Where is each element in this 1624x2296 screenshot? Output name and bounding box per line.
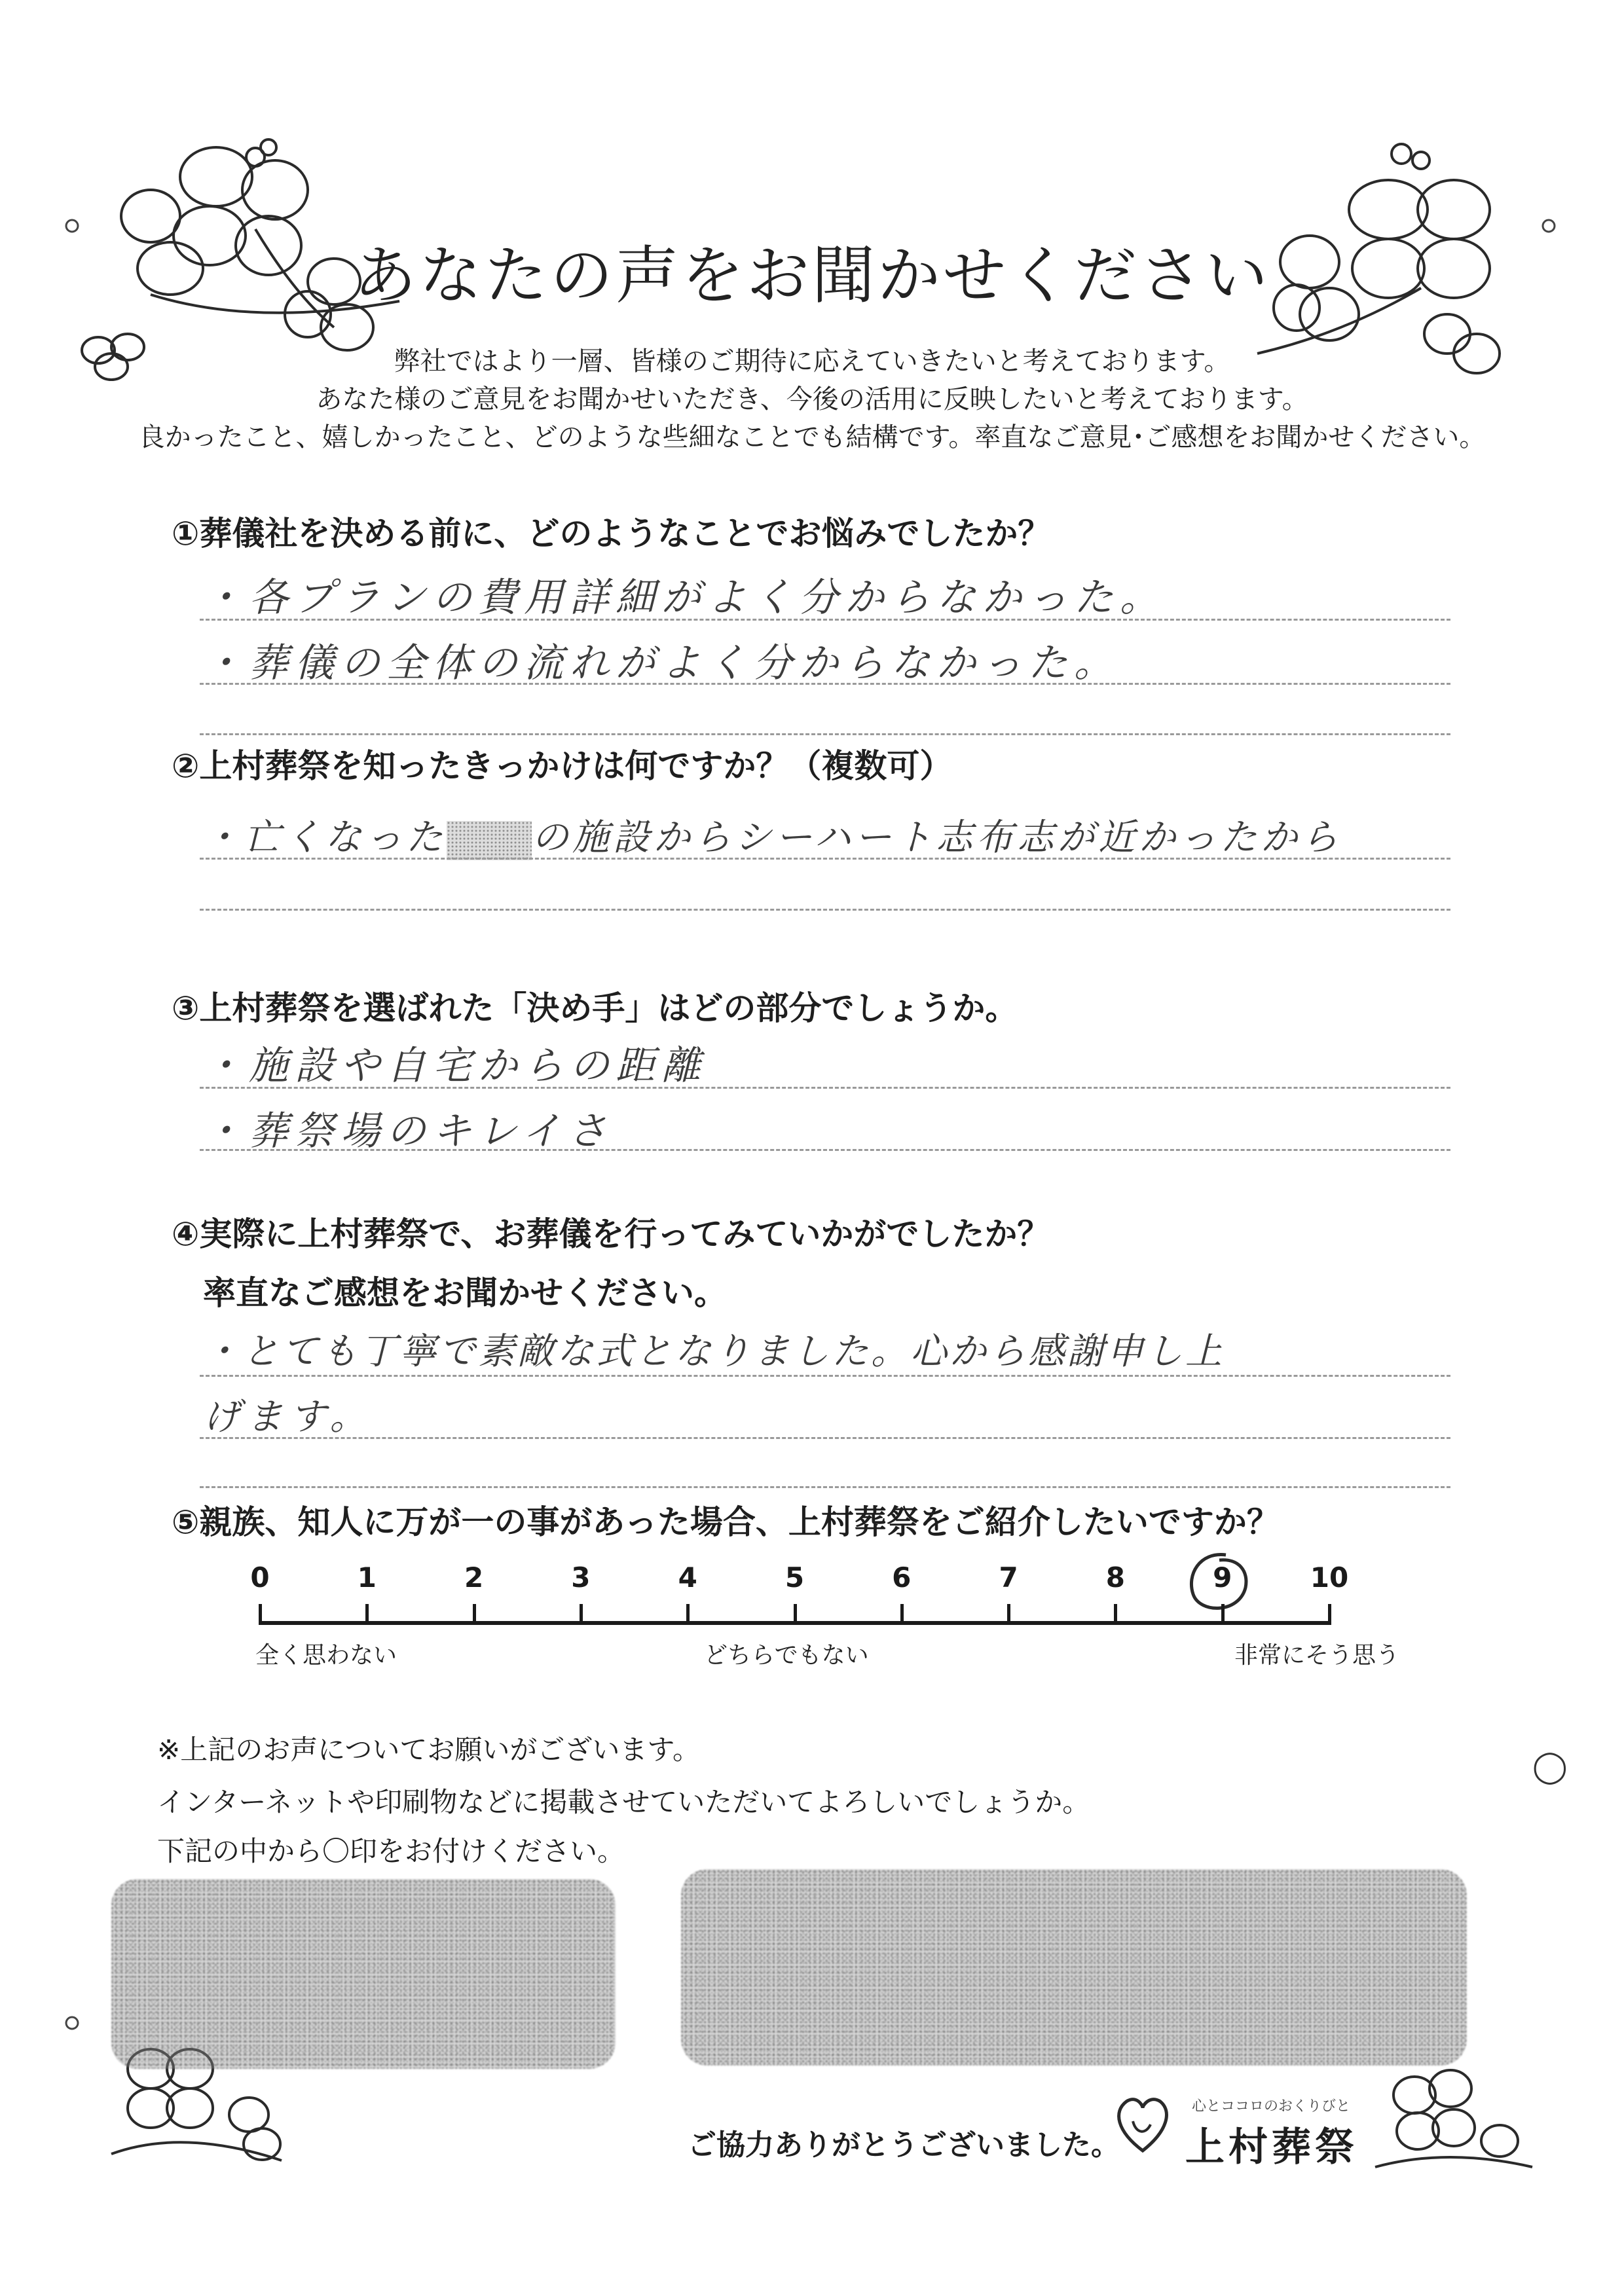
scale-label-9[interactable]: 9 (1213, 1561, 1232, 1594)
consent-line-1: ※上記のお声についてお願いがございます。 (157, 1734, 700, 1766)
redacted-choice-right (681, 1869, 1467, 2066)
answer-rule (200, 909, 1450, 911)
answer-3-line-2: ・葬祭場のキレイさ (203, 1108, 614, 1154)
scale-caption-middle: どちらでもない (704, 1642, 869, 1669)
answer-4-line-1: ・とても丁寧で素敵な式となりました。心から感謝申し上 (203, 1330, 1225, 1373)
answer-2 (203, 809, 1342, 861)
scale-tick (1007, 1604, 1010, 1625)
scale-tick (259, 1604, 262, 1625)
scale-label-6[interactable]: 6 (892, 1561, 912, 1594)
intro-line-3: 良かったこと、嬉しかったこと、どのような些細なことでも結構です。率直なご意見･ご感想をお聞かせください。 (138, 422, 1486, 452)
answer-rule (200, 1375, 1450, 1377)
answer-2-text-after: の施設からシーハート志布志が近かったから (532, 816, 1342, 859)
answer-rule (200, 733, 1450, 735)
heart-logo-icon (1110, 2088, 1175, 2160)
corner-dot-icon (62, 2013, 82, 2033)
scale-tick (1221, 1604, 1225, 1625)
answer-rule (200, 1149, 1450, 1151)
scale-label-1[interactable]: 1 (357, 1561, 377, 1594)
side-mark: ◯ (1532, 1748, 1568, 1785)
scale-tick (1114, 1604, 1117, 1625)
intro-line-2: あなた様のご意見をお聞かせいただき、今後の活用に反映したいと考えております。 (316, 384, 1308, 414)
scale-tick (686, 1604, 690, 1625)
scale-tick (900, 1604, 904, 1625)
answer-1-line-1: ・各プランの費用詳細がよく分からなかった。 (203, 575, 1166, 621)
scale-tick (1328, 1604, 1331, 1625)
scale-label-10[interactable]: 10 (1310, 1561, 1349, 1594)
answer-rule (200, 1087, 1450, 1089)
scale-caption-right: 非常にそう思う (1234, 1642, 1400, 1669)
answer-2-text-before: ・亡くなった (203, 816, 447, 859)
scale-label-3[interactable]: 3 (571, 1561, 591, 1594)
question-5: ⑤親族、知人に万が一の事があった場合、上村葬祭をご紹介したいですか？ (172, 1503, 1280, 1541)
question-2: ②上村葬祭を知ったきっかけは何ですか？（複数可） (172, 747, 953, 785)
answer-rule (200, 619, 1450, 621)
scale-label-7[interactable]: 7 (999, 1561, 1018, 1594)
scale-tick (473, 1604, 476, 1625)
scale-tick (580, 1604, 583, 1625)
redacted-block (447, 821, 532, 860)
answer-4-line-2: げます。 (203, 1396, 373, 1438)
question-4-line-2: 率直なご感想をお聞かせください。 (203, 1274, 727, 1312)
scale-label-5[interactable]: 5 (784, 1561, 805, 1594)
redacted-choice-left (111, 1879, 616, 2069)
answer-1-line-2: ・葬儀の全体の流れがよく分からなかった。 (203, 640, 1120, 686)
thanks-message: ご協力ありがとうございました。 (688, 2128, 1120, 2162)
answer-rule (200, 858, 1450, 860)
scale-label-0[interactable]: 0 (250, 1561, 270, 1594)
question-1: ①葬儀社を決める前に、どのようなことでお悩みでしたか？ (172, 515, 1051, 553)
consent-line-2: インターネットや印刷物などに掲載させていただいてよろしいでしょうか。 (157, 1786, 1090, 1818)
answer-rule (200, 1437, 1450, 1439)
answer-3-line-1: ・施設や自宅からの距離 (203, 1043, 707, 1089)
scale-label-4[interactable]: 4 (678, 1561, 697, 1594)
brand-name: 上村葬祭 (1185, 2124, 1358, 2170)
scale-tick (794, 1604, 797, 1625)
question-3: ③上村葬祭を選ばれた「決め手」はどの部分でしょうか。 (172, 989, 1018, 1027)
scale-label-8[interactable]: 8 (1105, 1561, 1125, 1594)
consent-line-3: 下記の中から〇印をお付けください。 (157, 1835, 625, 1867)
intro-line-1: 弊社ではより一層、皆様のご期待に応えていきたいと考えております。 (394, 346, 1230, 376)
scale-tick (365, 1604, 369, 1625)
page-title: あなたの声をお聞かせください (354, 239, 1270, 312)
answer-rule (200, 683, 1450, 685)
scale-label-2[interactable]: 2 (464, 1561, 484, 1594)
scale-caption-left: 全く思わない (255, 1642, 397, 1669)
brand-tagline: 心とココロのおくりびと (1192, 2098, 1351, 2115)
answer-rule (200, 1486, 1450, 1488)
question-4: ④実際に上村葬祭で、お葬儀を行ってみていかがでしたか？ (172, 1215, 1050, 1253)
